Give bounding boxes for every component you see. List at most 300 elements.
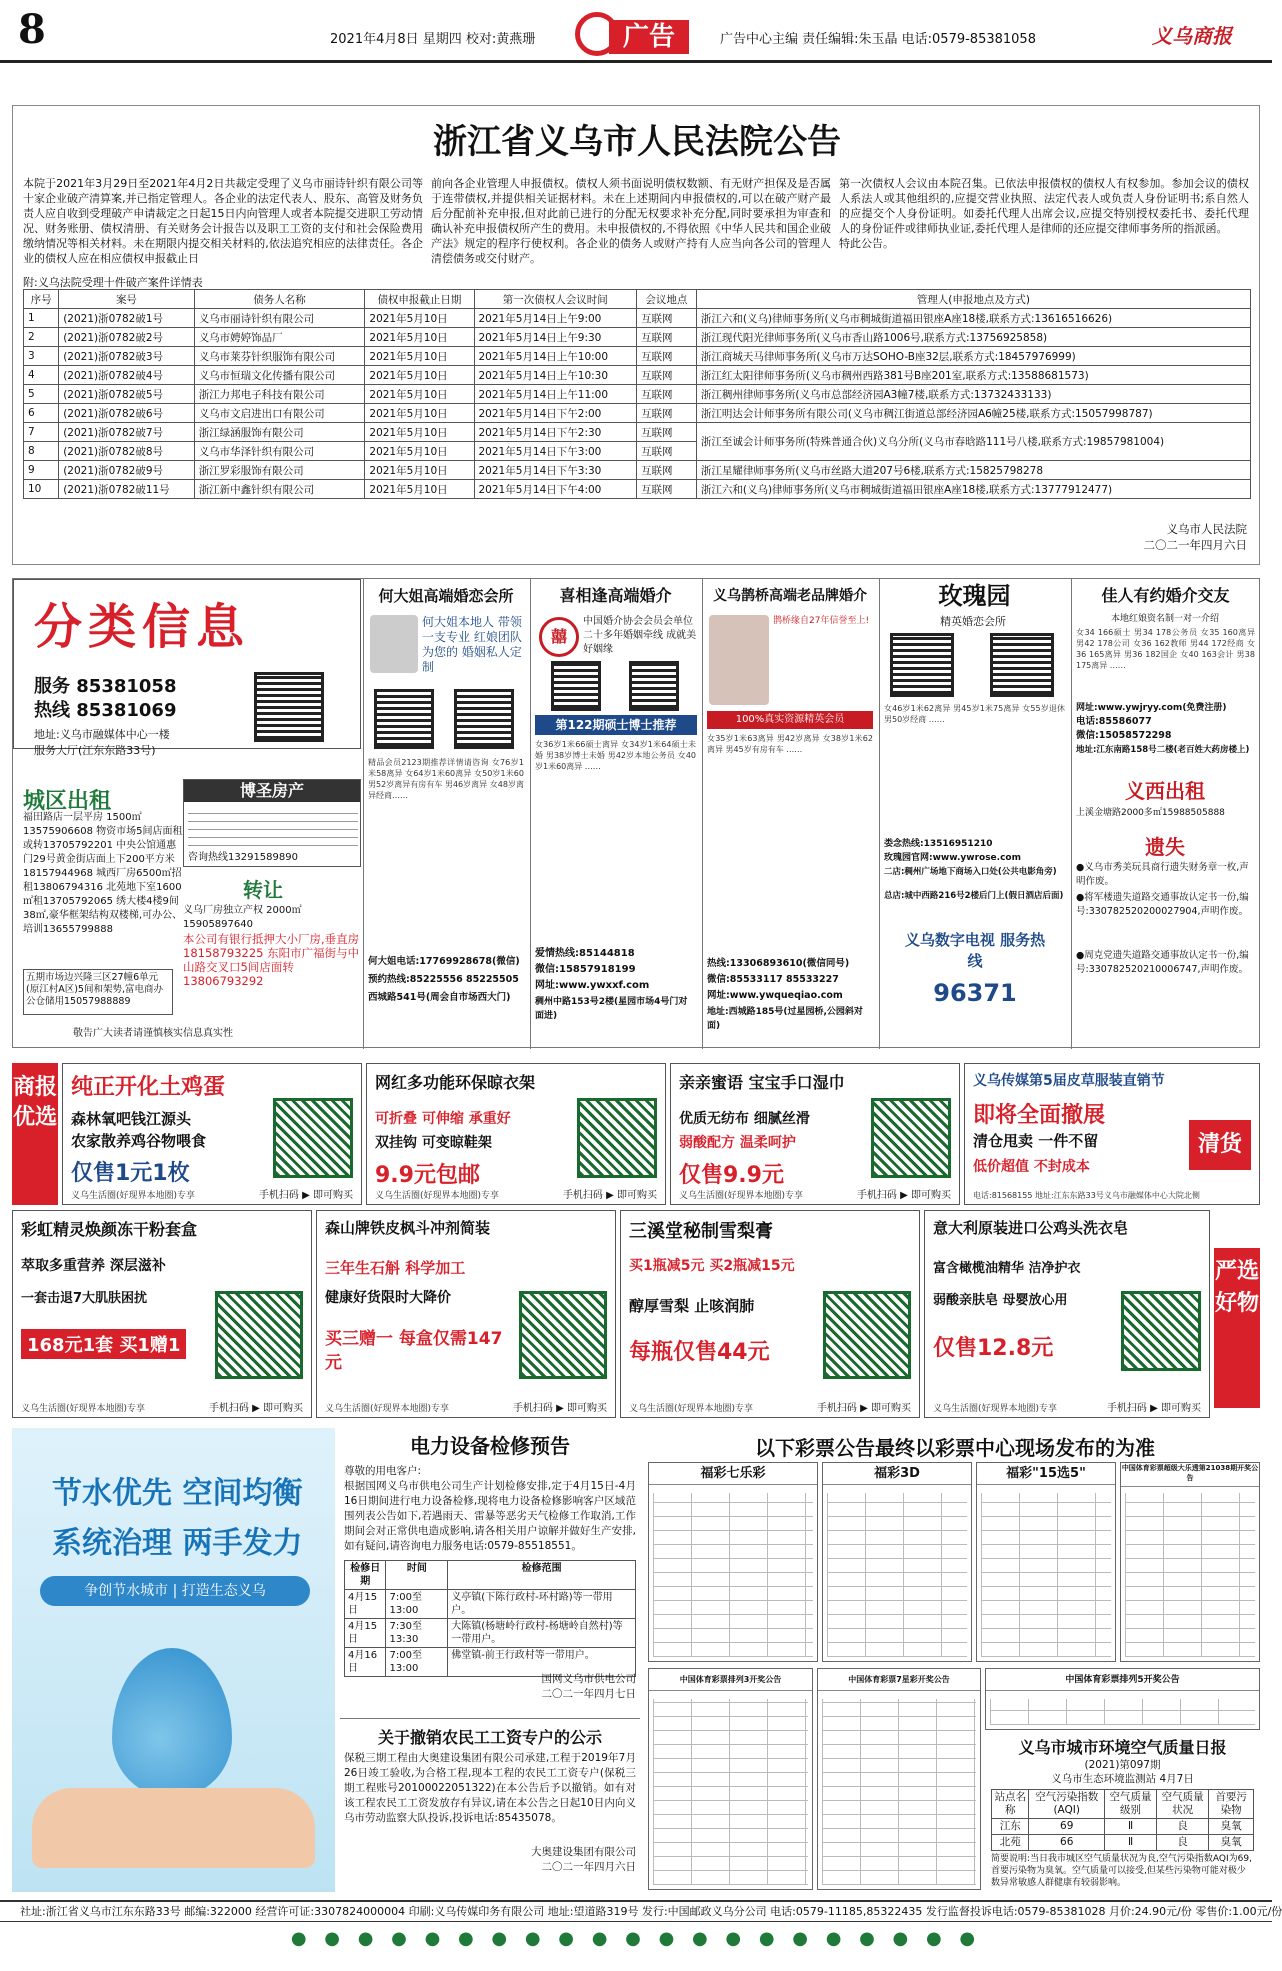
section-logo-label: 广告 <box>609 20 689 54</box>
lottery-3d <box>822 1462 972 1662</box>
ad-meiguiyuan-phone: 娄念热线:13516951210 <box>884 839 993 849</box>
ad-jiarenyouyue-title: 佳人有约婚介交友 <box>1101 586 1230 605</box>
product-line: 农家散养鸡谷物喂食 <box>71 1132 207 1150</box>
court-column-header: 会议地点 <box>637 290 697 309</box>
header-rule <box>0 60 1272 63</box>
buy-button[interactable]: 手机扫码 ▶ 即可购买 <box>562 1190 657 1201</box>
lottery-qilecai <box>648 1462 818 1662</box>
bosheng-title: 博圣房产 <box>184 780 360 802</box>
west-rent-title: 义西出租 <box>1125 779 1205 803</box>
product-title: 彩虹精灵焕颜冻干粉套盒 <box>21 1220 198 1239</box>
matchmaker-photo-2 <box>709 615 769 705</box>
court-text-col-1: 本院于2021年3月29日至2021年4月2日共裁定受理了义乌市丽诗针织有限公司等十家企业破产清算案,并已指定管理人。各企业的法定代表人、股东、高管及财务负责人应自收到受理破产申请裁定之日起15日内向管理人或者本院提交进职工劳动情况、财务账册、债权清册、有关财务会计报告以及职工工资的支付和社会保险费用缴纳情况等相关材料。未在期限内提交相关材料的,依法追究相应的法律责任。各企业的债权人应在相应债权申报截止日 <box>23 177 423 265</box>
table-cell: 2021年5月10日 <box>365 423 474 442</box>
salary-account-notice <box>340 1718 640 1890</box>
court-column-header: 债权申报截止日期 <box>365 290 474 309</box>
table-row <box>24 423 1251 442</box>
ad-xixiangfeng-website: 网址:www.ywxxf.com <box>535 980 650 991</box>
court-sign-org: 义乌市人民法院 <box>1166 522 1247 536</box>
product-hanger[interactable] <box>366 1063 666 1205</box>
ad-queqiao-title: 义乌鹊桥高端老品牌婚介 <box>713 588 867 604</box>
ad-section-logo <box>575 10 695 58</box>
table-cell: 2021年5月10日 <box>365 309 474 328</box>
buy-button[interactable]: 手机扫码 ▶ 即可购买 <box>1106 1403 1201 1414</box>
table-row <box>24 404 1251 423</box>
lottery-daletou <box>1120 1462 1260 1662</box>
air-quality-table <box>991 1789 1254 1851</box>
product-soap[interactable] <box>924 1210 1210 1418</box>
product-line: 醇厚雪梨 止咳润肺 <box>629 1297 755 1315</box>
product-price: 每瓶仅售44元 <box>629 1340 770 1365</box>
page-number: 8 <box>18 6 46 53</box>
ad-xixiangfeng-highlight: 第122期硕士博士推荐 <box>535 715 697 735</box>
lottery-grid <box>981 1493 1111 1657</box>
lottery-grid <box>653 1493 813 1657</box>
air-report-issue: (2021)第097期 <box>1084 1759 1161 1771</box>
lottery-box-title: 中国体育彩票排列5开奖公告 <box>986 1669 1259 1691</box>
power-notice-text: 尊敬的用电客户: 根据国网义乌市供电公司生产计划检修安排,定于4月15日-4月16日期间进行电力设备检修,现将电力设备检修影响客户区域范围列表公告如下,若遇雨天、雷暴等恶劣天气检修工作取消,工作期间会对正常供电造成影响,请各相关用户谅解并做好生产安排,如有疑问,请咨询电力服务电话:0579-85518551。 <box>344 1465 636 1552</box>
ad-queqiao-highlight: 100%真实资源精英会员 <box>707 711 873 729</box>
product-line: 可折叠 可伸缩 承重好 <box>375 1111 511 1127</box>
table-cell: 互联网 <box>637 423 697 442</box>
product-price: 9.9元包邮 <box>375 1163 480 1188</box>
table-cell: 义亭镇(下陈行政村-环村路)等一带用户。 <box>448 1590 636 1619</box>
bosheng-phone: 咨询热线13291589890 <box>188 852 298 863</box>
table-cell: 4月15日 <box>345 1590 386 1619</box>
ad-jiarenyouyue-phone: 电话:85586077 <box>1076 716 1152 727</box>
table-cell: 8 <box>24 442 59 461</box>
table-cell: 6 <box>24 404 59 423</box>
ad-meiguiyuan-website: 玫瑰园官网:www.ywrose.com <box>884 853 1021 863</box>
product-note: 电话:81568155 地址:江东东路33号义乌市融媒体中心大院北侧 <box>973 1191 1200 1200</box>
table-cell: 4月16日 <box>345 1648 386 1677</box>
table-row <box>992 1835 1254 1851</box>
ad-jiarenyouyue-wechat: 微信:15058572298 <box>1076 730 1172 741</box>
table-cell: (2021)浙0782破4号 <box>59 366 195 385</box>
salary-notice-text: 保税三期工程由大奥建设集团有限公司承建,工程于2019年7月26日竣工验收,为合格工程,现本工程的农民工工资专户(保税三期工程账号20100022051322)在本公告后予以撤销。如有对该工程农民工工资发放存有异议,请在本公告之日起10日内向义乌市劳动监察大队投诉,投诉电话:85435078。 <box>344 1752 636 1824</box>
table-cell: (2021)浙0782破11号 <box>59 480 195 499</box>
table-cell: 7:00至13:00 <box>386 1648 448 1677</box>
ad-xixiangfeng-qr-2[interactable] <box>629 661 679 711</box>
ad-xixiangfeng-qr-1[interactable] <box>551 661 601 711</box>
ad-meiguiyuan-hq: 总店:城中西路216号2楼后门上(假日酒店后面) <box>884 891 1064 901</box>
court-table-title: 附:义乌法院受理十件破产案件详情表 <box>23 276 203 289</box>
ad-jiarenyouyue-website: 网址:www.ywjryy.com(免费注册) <box>1076 703 1227 713</box>
power-sign-org: 国网义乌市供电公司 <box>541 1673 636 1685</box>
hotline-line <box>34 696 176 722</box>
lottery-pailie3 <box>648 1668 813 1890</box>
buy-button[interactable]: 手机扫码 ▶ 即可购买 <box>816 1403 911 1414</box>
table-cell: 2021年5月10日 <box>365 328 474 347</box>
table-cell: (2021)浙0782破6号 <box>59 404 195 423</box>
classified-section <box>12 578 1260 1048</box>
buy-button[interactable]: 手机扫码 ▶ 即可购买 <box>856 1190 951 1201</box>
air-column-header: 空气质量状况 <box>1157 1790 1209 1819</box>
hands-illustration <box>32 1788 315 1868</box>
lottery-title: 以下彩票公告最终以彩票中心现场发布的为准 <box>755 1436 1155 1460</box>
ad-hedajie-title: 何大姐高端婚恋会所 <box>378 587 514 605</box>
table-row <box>24 385 1251 404</box>
product-qr-code[interactable] <box>519 1291 607 1379</box>
digital-tv-title: 义乌数字电视 服务热线 <box>904 931 1046 970</box>
table-cell: 66 <box>1029 1835 1105 1851</box>
table-cell: 义乌市恒瑞文化传播有限公司 <box>194 366 365 385</box>
court-column-header: 序号 <box>24 290 59 309</box>
product-line: 富含橄榄油精华 洁净护衣 <box>933 1261 1081 1276</box>
table-cell: 10 <box>24 480 59 499</box>
table-cell: 浙江星耀律师事务所(义乌市丝路大道207号6楼,联系方式:15825798278 <box>696 461 1250 480</box>
table-cell: 浙江六和(义乌)律师事务所(义乌市稠城街道福田银座A座18楼,联系方式:13616516626) <box>696 309 1250 328</box>
table-row <box>24 347 1251 366</box>
table-cell: (2021)浙0782破3号 <box>59 347 195 366</box>
table-cell: 互联网 <box>637 461 697 480</box>
table-cell: 义乌市丽诗针织有限公司 <box>194 309 365 328</box>
lost-title: 遗失 <box>1145 835 1185 859</box>
product-wipes[interactable] <box>670 1063 960 1205</box>
court-column-header: 管理人(申报地点及方式) <box>696 290 1250 309</box>
table-cell: 浙江商城天马律师事务所(义乌市万达SOHO-B座32层,联系方式:18457976999) <box>696 347 1250 366</box>
table-cell: (2021)浙0782破2号 <box>59 328 195 347</box>
product-title: 意大利原装进口公鸡头洗衣皂 <box>933 1219 1129 1237</box>
city-rent-title: 城区出租 <box>23 789 112 814</box>
table-cell: (2021)浙0782破5号 <box>59 385 195 404</box>
city-rent-text: 福田路店一层平房 1500㎡13575906608 物资市场5间店面租或转13705792201 中央公馆通惠门29号黄金街店面上下200平方米18157944968 城西厂房6500㎡招租13806794316 北苑地下室1600㎡租13705792065 绣大楼4楼9间38㎡,豪华框架结构双楼梯,可办公、培训13655799888 <box>23 812 183 935</box>
ad-hedajie-address: 西城路541号(周会自市场西大门) <box>368 992 511 1003</box>
lottery-qixingcai <box>817 1668 981 1890</box>
lottery-grid <box>822 1699 976 1885</box>
table-cell: (2021)浙0782破9号 <box>59 461 195 480</box>
header-editor-line: 广告中心主编 责任编辑:朱玉晶 电话:0579-85381058 <box>720 32 1036 47</box>
power-column-header: 检修范围 <box>448 1561 636 1590</box>
table-cell: 互联网 <box>637 309 697 328</box>
ad-jiarenyouyue <box>1071 579 1259 1049</box>
product-price: 买三赠一 每盒仅需147元 <box>325 1329 503 1373</box>
product-qr-code[interactable] <box>1121 1291 1201 1371</box>
color-dots-decoration: ● ● ● ● ● ● ● ● ● ● ● ● ● ● ● ● ● ● ● ● ● <box>290 1928 982 1949</box>
table-cell: 4 <box>24 366 59 385</box>
ad-xixiangfeng-title: 喜相逢高端婚介 <box>559 586 672 605</box>
product-qr-code[interactable] <box>823 1291 911 1379</box>
lottery-box-title: 福彩3D <box>823 1463 971 1485</box>
ad-meiguiyuan-qr-1[interactable] <box>890 633 954 697</box>
product-price: 仅售9.9元 <box>679 1163 784 1188</box>
transfer-title: 转让 <box>243 878 283 902</box>
buy-button[interactable]: 手机扫码 ▶ 即可购买 <box>208 1403 303 1414</box>
table-cell: 2021年5月10日 <box>365 347 474 366</box>
product-line: 双挂钩 可变晾鞋架 <box>375 1135 492 1151</box>
product-line: 即将全面撤展 <box>973 1103 1106 1128</box>
table-cell: 义乌市华泽针织有限公司 <box>194 442 365 461</box>
product-fur-sale[interactable] <box>964 1063 1260 1205</box>
buy-button[interactable]: 手机扫码 ▶ 即可购买 <box>512 1403 607 1414</box>
table-cell: 浙江罗彩服饰有限公司 <box>194 461 365 480</box>
lottery-grid <box>1125 1493 1255 1657</box>
product-egg[interactable] <box>62 1063 362 1205</box>
digital-tv-phone: 96371 <box>933 979 1017 1007</box>
classified-address-2: 服务大厅(江东东路33号) <box>34 744 156 757</box>
matchmaker-photo <box>370 615 418 673</box>
lottery-box-title: 福彩"15选5" <box>977 1463 1115 1485</box>
table-cell: 互联网 <box>637 347 697 366</box>
table-cell: 2021年5月14日下午2:30 <box>474 423 637 442</box>
classified-info-box <box>13 579 361 757</box>
product-line: 清仓甩卖 一件不留 <box>973 1132 1099 1150</box>
table-cell: 2021年5月10日 <box>365 366 474 385</box>
product-price: 168元1套 买1赠1 <box>21 1329 186 1359</box>
product-price: 仅售12.8元 <box>933 1336 1054 1361</box>
table-cell: 2021年5月10日 <box>365 404 474 423</box>
table-row <box>24 328 1251 347</box>
ad-xixiangfeng-slogan: 中国婚介协会会员会单位 二十多年婚姻牵线 成就美好姻缘 <box>583 616 697 655</box>
product-title: 亲亲蜜语 宝宝手口湿巾 <box>679 1073 845 1092</box>
air-column-header: 首要污染物 <box>1209 1790 1254 1819</box>
lottery-box-title: 中国体育彩票排列3开奖公告 <box>649 1669 812 1691</box>
hotline-label: 热线 <box>34 700 70 721</box>
lottery-box-title: 福彩七乐彩 <box>649 1463 817 1485</box>
product-line: 低价超值 不封成本 <box>973 1159 1090 1175</box>
table-cell: 互联网 <box>637 385 697 404</box>
product-line: 弱酸配方 温柔呵护 <box>679 1135 796 1151</box>
page-footer: 社址:浙江省义乌市江东东路33号 邮编:322000 经营许可证:3307824000004 印刷:义乌传媒印务有限公司 地址:望道路319号 发行:中国邮政义乌分公司 电话:0579-11185,85322435 发行监督投诉电话:0579-85381028 月价:24.90元/份 零售价:1.00元/份 <box>0 1900 1272 1922</box>
product-skincare[interactable] <box>12 1210 312 1418</box>
lost-item-1: ●义乌市秀美玩具商行遗失财务章一枚,声明作废。 <box>1076 862 1249 887</box>
product-price: 仅售1元1枚 <box>71 1161 190 1186</box>
table-row <box>24 480 1251 499</box>
table-cell: 浙江现代阳光律师事务所(义乌市香山路1006号,联系方式:13756925858) <box>696 328 1250 347</box>
product-note: 义乌生活圈(好现界本地圈)专享 <box>71 1191 196 1201</box>
product-dendrobium[interactable] <box>316 1210 616 1418</box>
table-cell: 7 <box>24 423 59 442</box>
product-line: 优质无纺布 细腻丝滑 <box>679 1111 810 1127</box>
ad-xixiangfeng <box>530 579 700 1049</box>
salary-signature <box>531 1845 636 1875</box>
product-pear-paste[interactable] <box>620 1210 920 1418</box>
table-cell: 义乌市娉婷饰品厂 <box>194 328 365 347</box>
product-note: 义乌生活圈(好现界本地圈)专享 <box>325 1404 450 1414</box>
power-maintenance-notice <box>340 1430 640 1707</box>
buy-button[interactable]: 手机扫码 ▶ 即可购买 <box>258 1190 353 1201</box>
salary-notice-title: 关于撤销农民工工资专户的公示 <box>377 1728 602 1747</box>
newspaper-brand: 义乌商报 <box>1152 24 1232 48</box>
west-rent-text: 上溪金塘路2000多㎡15988505888 <box>1076 808 1225 818</box>
air-column-header: 站点名称 <box>992 1790 1029 1819</box>
product-title: 义乌传媒第5届皮草服装直销节 <box>973 1073 1165 1089</box>
table-cell: 浙江六和(义乌)律师事务所(义乌市稠城街道福田银座A座18楼,联系方式:13777912477) <box>696 480 1250 499</box>
table-cell: 1 <box>24 309 59 328</box>
ad-jiarenyouyue-address: 地址:江东南路158号二楼(老百姓大药房楼上) <box>1076 745 1250 755</box>
table-cell: 2021年5月14日下午3:30 <box>474 461 637 480</box>
ad-queqiao-website: 网址:www.ywqueqiao.com <box>707 990 843 1001</box>
lost-item-2: ●将军楼遗失道路交通事故认定书一份,编号:330782520200027904,声明作废。 <box>1076 892 1249 917</box>
table-cell: (2021)浙0782破1号 <box>59 309 195 328</box>
product-note: 义乌生活圈(好现界本地圈)专享 <box>679 1191 804 1201</box>
ad-hedajie-phone-1: 何大姐电话:17769928678(微信) <box>368 956 520 967</box>
ad-meiguiyuan-body: 女46岁1米62离异 男45岁1米75离异 女55岁退休 男50岁经商 …… <box>884 704 1065 724</box>
table-cell: 2021年5月14日下午4:00 <box>474 480 637 499</box>
product-line: 三年生石斛 科学加工 <box>325 1259 466 1277</box>
power-column-header: 检修日期 <box>345 1561 386 1590</box>
table-cell: 互联网 <box>637 328 697 347</box>
table-cell: 2021年5月14日上午10:00 <box>474 347 637 366</box>
product-qr-code[interactable] <box>273 1098 353 1178</box>
ad-queqiao-phone-1: 热线:13306893610(微信同号) <box>707 958 850 969</box>
table-cell: 良 <box>1157 1835 1209 1851</box>
table-cell: 臭氧 <box>1209 1819 1254 1835</box>
ad-xixiangfeng-phone-2: 微信:15857918199 <box>535 964 636 975</box>
table-cell: 臭氧 <box>1209 1835 1254 1851</box>
ad-hedajie-qr-2[interactable] <box>454 689 514 749</box>
court-text-col-2: 前向各企业管理人申报债权。债权人须书面说明债权数额、有无财产担保及是否属于连带债权,并提供相关证据材料。未在上述期间内申报债权的,可以在破产财产最后分配前补充申报,但对此前已进行的分配无权要求补充分配,同时要承担为审查和确认补充申报债权所产生的费用。未申报债权的,不得依照《中华人民共和国企业破产法》规定的程序行使权利。各企业的债务人或财产持有人应当向各公司的管理人清偿债务或交付财产。 <box>431 177 831 265</box>
air-column-header: 空气质量级别 <box>1104 1790 1156 1819</box>
lottery-grid <box>653 1699 808 1885</box>
table-cell: 互联网 <box>637 366 697 385</box>
product-note: 义乌生活圈(好现界本地圈)专享 <box>933 1404 1058 1414</box>
salary-sign-org: 大奥建设集团有限公司 <box>531 1846 636 1858</box>
ad-queqiao-slogan: 鹊桥缘自27年信誉至上! <box>773 616 870 626</box>
product-line: 萃取多重营养 深层滋补 <box>21 1258 166 1274</box>
table-cell: 5 <box>24 385 59 404</box>
table-cell: Ⅱ <box>1104 1835 1156 1851</box>
ad-meiguiyuan-qr-2[interactable] <box>990 633 1054 697</box>
product-line: 森林氧吧钱江源头 <box>71 1110 192 1128</box>
table-cell: 江东 <box>992 1819 1029 1835</box>
table-row <box>992 1819 1254 1835</box>
table-cell: 9 <box>24 461 59 480</box>
table-row <box>345 1619 636 1648</box>
ad-hedajie <box>363 579 528 1049</box>
court-sign-date: 二〇二一年四月六日 <box>1143 538 1247 552</box>
ad-xixiangfeng-phone-1: 爱情热线:85144818 <box>535 948 635 959</box>
table-cell: 义乌市莱芬针织服饰有限公司 <box>194 347 365 366</box>
power-signature <box>542 1672 637 1702</box>
hotline-phone: 85381069 <box>76 700 177 721</box>
court-notice <box>12 105 1260 565</box>
air-report-note: 简要说明:当日我市城区空气质量状况为良,空气污染指数AQI为69,首要污染物为臭氧。空气质量可以接受,但某些污染物可能对极少数异常敏感人群健康有较弱影响。 <box>991 1854 1252 1888</box>
bosheng-property-ad <box>183 779 361 867</box>
ad-queqiao-phone-2: 微信:85533117 85533227 <box>707 974 839 985</box>
lottery-15x5 <box>976 1462 1116 1662</box>
product-title: 网红多功能环保晾衣架 <box>375 1073 536 1092</box>
transfer-highlight: 本公司有银行抵押大小厂房,垂直房 18158793225 东阳市广福街与中山路交叉口5间店面转 13806793292 <box>183 932 360 988</box>
lottery-grid <box>827 1493 967 1657</box>
ad-hedajie-body: 精品会员2123期推荐详情请咨询 女76岁1米58离异 女64岁1米60离异 女50岁1米60 男52岁离异有房有车 男46岁离异 女48岁离异经商…… <box>368 758 524 800</box>
ad-xixiangfeng-body: 女36岁1米66硕士离异 女34岁1米64硕士未婚 男38岁博士未婚 男42岁本地公务员 女40岁1米60离异 …… <box>535 740 696 771</box>
product-qr-code[interactable] <box>577 1098 657 1178</box>
table-cell: 2021年5月14日上午10:30 <box>474 366 637 385</box>
product-line: 一套击退7大肌肤困扰 <box>21 1291 148 1306</box>
ad-hedajie-qr-1[interactable] <box>374 689 434 749</box>
product-line: 弱酸亲肤皂 母婴放心用 <box>933 1293 1068 1308</box>
table-cell: 互联网 <box>637 480 697 499</box>
classified-qr-code[interactable] <box>254 672 324 742</box>
table-cell: 7:00至13:00 <box>386 1590 448 1619</box>
table-cell: 2021年5月10日 <box>365 480 474 499</box>
table-cell: 2021年5月10日 <box>365 461 474 480</box>
table-cell: 义乌市文启进出口有限公司 <box>194 404 365 423</box>
table-cell: 4月15日 <box>345 1619 386 1648</box>
table-cell: 浙江稠州律师事务所(义乌市总部经济园A3幢7楼,联系方式:13732433133) <box>696 385 1250 404</box>
lottery-pailie5 <box>985 1668 1260 1730</box>
court-column-header: 债务人名称 <box>194 290 365 309</box>
table-cell: 2021年5月10日 <box>365 442 474 461</box>
product-qr-code[interactable] <box>871 1098 951 1178</box>
table-cell: 互联网 <box>637 404 697 423</box>
table-cell: 浙江明达会计师事务所有限公司(义乌市稠江街道总部经济园A6幢25楼,联系方式:15057998787) <box>696 404 1250 423</box>
ad-meiguiyuan-branch: 二店:稠州广场地下商场入口处(公共电影角旁) <box>884 867 1057 877</box>
water-slogan-2: 系统治理 两手发力 <box>52 1526 303 1561</box>
ad-queqiao-address: 地址:西城路185号(过星园桥,公园斜对面) <box>707 1007 863 1031</box>
product-note: 义乌生活圈(好现界本地圈)专享 <box>629 1404 754 1414</box>
table-row <box>24 366 1251 385</box>
power-notice-title: 电力设备检修预告 <box>410 1434 570 1458</box>
water-banner: 争创节水城市 | 打造生态义乌 <box>40 1576 310 1606</box>
product-title: 三溪堂秘制雪梨膏 <box>629 1221 773 1242</box>
ad-meiguiyuan-title: 玫瑰园 <box>938 581 1011 610</box>
water-drop-icon <box>112 1648 232 1798</box>
air-quality-report <box>985 1735 1260 1890</box>
table-row <box>24 309 1251 328</box>
lost-item-3: ●周克党遗失道路交通事故认定书一份,编号:330782520210006747,声明作废。 <box>1076 950 1249 975</box>
power-schedule-table <box>344 1560 636 1677</box>
table-cell: 北苑 <box>992 1835 1029 1851</box>
salary-sign-date: 二〇二一年四月六日 <box>541 1861 636 1873</box>
table-cell: 浙江新中鑫针织有限公司 <box>194 480 365 499</box>
product-line: 健康好货限时大降价 <box>325 1290 451 1306</box>
service-phone: 85381058 <box>76 676 177 697</box>
product-note: 义乌生活圈(好现界本地圈)专享 <box>21 1404 146 1414</box>
air-report-title: 义乌市城市环境空气质量日报 <box>1018 1738 1227 1757</box>
table-cell: 良 <box>1157 1819 1209 1835</box>
product-qr-code[interactable] <box>215 1291 303 1379</box>
products-row1-label: 商报优选 <box>12 1063 58 1205</box>
court-column-header: 第一次债权人会议时间 <box>474 290 637 309</box>
table-cell: 2021年5月14日下午2:00 <box>474 404 637 423</box>
lottery-box-title: 中国体育彩票7星彩开奖公告 <box>818 1669 980 1691</box>
classified-address-1: 地址:义乌市融媒体中心一楼 <box>34 728 170 741</box>
service-phone-line <box>34 672 176 698</box>
product-title: 森山牌铁皮枫斗冲剂简装 <box>325 1219 491 1237</box>
power-column-header: 时间 <box>386 1561 448 1590</box>
table-row <box>24 461 1251 480</box>
court-column-header: 案号 <box>59 290 195 309</box>
lottery-box-title: 中国体育彩票超级大乐透第21038期开奖公告 <box>1121 1463 1259 1487</box>
table-cell: 7:30至13:30 <box>386 1619 448 1648</box>
table-cell: 69 <box>1029 1819 1105 1835</box>
lottery-grid <box>990 1699 1255 1725</box>
products-row2-label: 严选好物 <box>1214 1248 1260 1408</box>
table-cell: 2021年5月14日下午3:00 <box>474 442 637 461</box>
table-row <box>345 1590 636 1619</box>
table-cell: 2 <box>24 328 59 347</box>
rent-box-notice: 五期市场边兴隆三区27幢6单元(原江村A区)5间和架势,富电商办公仓储用15057988889 <box>23 969 173 1015</box>
court-text-col-3: 第一次债权人会议由本院召集。已依法申报债权的债权人有权参加。参加会议的债权人系法人或其他组织的,应提交营业执照、法定代表人或负责人身份证明书;系自然人的应提交个人身份证明。如委托代理人出席会议,应提交特别授权委托书、委托代理人的身份证件或律师执业证,委托代理人是律师的还应提交律师事务所的指派函。 特此公告。 <box>839 177 1249 250</box>
classified-disclaimer: 敬告广大读者请谨慎核实信息真实性 <box>73 1028 233 1039</box>
ad-hedajie-slogan: 何大姐本地人 带领一支专业 红娘团队为您的 婚姻私人定制 <box>422 615 522 674</box>
table-cell: 浙江至诚会计师事务所(特殊普通合伙)义乌分所(义乌市春晗路111号八楼,联系方式:19857981004) <box>696 423 1250 461</box>
ad-jiarenyouyue-slogan: 本地红娘资名制一对一介绍 <box>1110 614 1219 624</box>
table-cell: 大陈镇(杨塘岭行政村-杨塘岭自然村)等一带用户。 <box>448 1619 636 1648</box>
product-line: 买1瓶减5元 买2瓶减15元 <box>629 1258 795 1274</box>
service-label: 服务 <box>34 676 70 697</box>
court-signature <box>1144 521 1248 553</box>
table-cell: 浙江力邦电子科技有限公司 <box>194 385 365 404</box>
table-cell: 佛堂镇-前王行政村等一带用户。 <box>448 1648 636 1677</box>
air-column-header: 空气污染指数(AQI) <box>1029 1790 1105 1819</box>
ad-queqiao-body: 女35岁1米63离异 男42岁离异 女38岁1米62离异 男45岁有房有车 …… <box>707 734 873 754</box>
table-cell: (2021)浙0782破8号 <box>59 442 195 461</box>
table-cell: (2021)浙0782破7号 <box>59 423 195 442</box>
page-header <box>0 0 1272 62</box>
